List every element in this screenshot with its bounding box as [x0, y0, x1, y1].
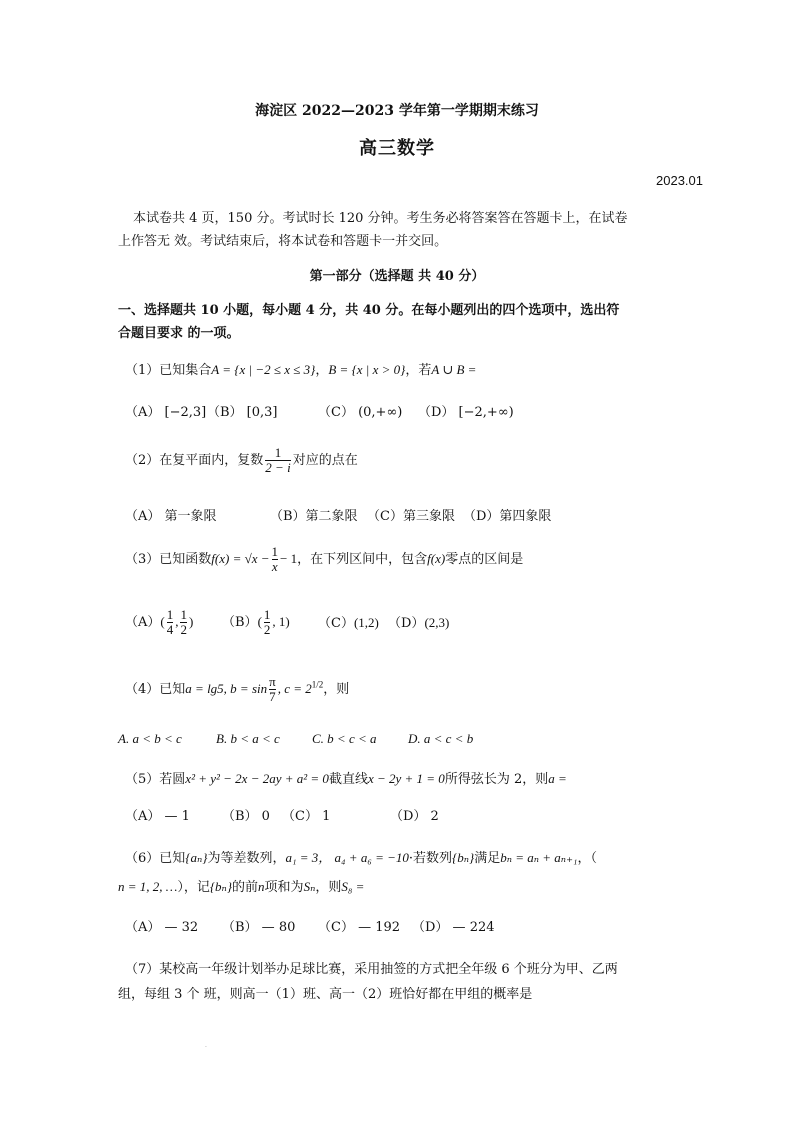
partial-sum: Sₙ: [303, 879, 316, 894]
question-number: （5）: [125, 772, 160, 787]
q3-option-a: [125, 608, 193, 637]
question-text: ，若: [405, 363, 432, 378]
question-text: ），记: [177, 880, 210, 895]
paren: (: [257, 614, 262, 629]
q4-option-c: C. b < c < a: [312, 731, 377, 746]
question-6-line-2: [118, 878, 364, 897]
sequence-b: {bₙ}: [452, 850, 475, 865]
q1-option-a: （A） [−2,3]: [125, 405, 207, 420]
question-7-line-1: （7）某校高一年级计划举办足球比赛，采用抽签的方式把全年级 6 个班分为甲、乙两: [125, 962, 618, 977]
fraction: [269, 675, 276, 704]
q6-option-c: （C） — 192: [318, 920, 401, 935]
question-text: ，（: [577, 851, 597, 866]
relation: bₙ = aₙ + aₙ₊₁: [500, 850, 578, 865]
q1-option-b: （B） [0,3]: [207, 405, 278, 420]
option-label: （B）: [222, 615, 258, 630]
instructions-line-2: 上作答无 效。考试结束后，将本试卷和答题卡一并交回。: [118, 234, 448, 249]
question-text: 已知: [159, 851, 186, 866]
option-label: （A）: [125, 615, 161, 630]
union-expression: A ∪ B =: [431, 362, 477, 377]
denominator: 7: [269, 689, 276, 704]
fraction: [264, 608, 271, 637]
fraction: [265, 446, 290, 475]
q5-option-a: （A） — 1: [125, 809, 190, 824]
denominator: x: [271, 559, 278, 574]
function-tail: − 1: [280, 551, 298, 566]
question-number: （6）: [125, 851, 160, 866]
section-intro-line-2: 合题目要求 的一项。: [118, 326, 240, 341]
condition: a₁ = 3， a₄ + a₆ = −10: [285, 850, 409, 865]
numerator: 1: [166, 607, 174, 622]
denominator: 2 − i: [265, 460, 291, 475]
expression: , c = 2: [277, 681, 312, 696]
option-label: （D）: [388, 616, 425, 631]
question-4: [125, 675, 349, 704]
question-1: [125, 361, 476, 380]
exponent: 1/2: [311, 679, 324, 690]
question-7-line-2: 组，每组 3 个 班，则高一（1）班、高一（2）班恰好都在甲组的概率是: [118, 987, 533, 1002]
question-text: 已知集合: [159, 363, 212, 378]
q3-option-c: [318, 614, 379, 633]
question-text: 若圆: [159, 772, 186, 787]
expression: a = lg5, b = sin: [185, 681, 268, 696]
comma: ,: [175, 614, 179, 629]
question-number: （1）: [125, 363, 160, 378]
function-name: f(x): [427, 551, 446, 566]
section-intro-line-1: 一、选择题共 10 小题，每小题 4 分，共 40 分。在每小题列出的四个选项中，选出符: [118, 303, 620, 318]
question-text: 已知: [159, 682, 186, 697]
q2-option-b: （B）第二象限: [270, 509, 358, 524]
q4-option-b: B. b < a < c: [216, 731, 280, 746]
q5-option-d: （D） 2: [390, 809, 439, 824]
denominator: 2: [263, 622, 271, 637]
question-number: （2）: [125, 453, 160, 468]
s8-expression: S₈ =: [341, 879, 365, 894]
question-5: [125, 770, 567, 789]
numerator: π: [269, 674, 276, 689]
interval: (1,2): [353, 615, 379, 630]
q5-option-b: （B） 0: [222, 809, 270, 824]
option-label: （C）: [318, 616, 354, 631]
question-3: [125, 545, 523, 574]
unknown: a =: [548, 771, 567, 786]
q6-option-d: （D） — 224: [412, 920, 495, 935]
question-text: 满足: [474, 851, 501, 866]
denominator: 2: [180, 622, 187, 637]
question-text: 已知函数: [159, 552, 212, 567]
numerator: 1: [274, 445, 282, 460]
question-text: 截直线: [328, 772, 368, 787]
question-text: 在复平面内，复数: [159, 453, 264, 468]
q6-option-b: （B） — 80: [222, 920, 296, 935]
fraction: [272, 545, 279, 574]
line-equation: x − 2y + 1 = 0: [367, 771, 445, 786]
exam-title: 海淀区 2022—2023 学年第一学期期末练习: [255, 103, 539, 119]
denominator: 4: [166, 622, 174, 637]
q1-option-d: （D） [−2,+∞): [418, 405, 514, 420]
question-text: 项和为: [264, 880, 304, 895]
question-text: 所得弦长为 2，则: [444, 772, 549, 787]
q3-option-d: [388, 614, 449, 633]
sequence-b: {bₙ}: [209, 879, 233, 894]
q5-option-c: （C） 1: [282, 809, 331, 824]
fraction: [180, 608, 187, 637]
n-symbol: n: [258, 879, 265, 894]
subject-title: 高三数学: [359, 138, 435, 159]
interval: (2,3): [424, 615, 450, 630]
part1-heading: 第一部分（选择题 共 40 分）: [309, 269, 485, 284]
fraction: [167, 608, 174, 637]
interval-tail: , 1): [272, 614, 290, 629]
circle-equation: x² + y² − 2x − 2ay + a² = 0: [185, 771, 329, 786]
separator: ，: [315, 363, 329, 378]
q2-option-d: （D）第四象限: [463, 509, 552, 524]
set-a: A = {x | −2 ≤ x ≤ 3}: [211, 362, 316, 377]
page-mark: .: [205, 1042, 207, 1049]
question-text: 的前: [232, 880, 259, 895]
index-range: n = 1, 2, …: [118, 879, 178, 894]
paren: ): [188, 614, 194, 629]
function-expression: f(x) = √x −: [211, 551, 270, 566]
q4-option-d: D. a < c < b: [408, 731, 474, 746]
set-b: B = {x | x > 0}: [328, 362, 406, 377]
question-number: （4）: [125, 682, 160, 697]
q2-option-a: （A） 第一象限: [125, 509, 217, 524]
q2-option-c: （C）第三象限: [367, 509, 455, 524]
question-text: 为等差数列，: [207, 851, 286, 866]
numerator: 1: [180, 607, 187, 622]
question-text: ，则: [323, 682, 350, 697]
question-2: [125, 446, 358, 475]
paren: (: [160, 614, 165, 629]
numerator: 1: [271, 544, 279, 559]
question-text: 对应的点在: [292, 453, 358, 468]
sequence-a: {aₙ}: [185, 850, 208, 865]
q6-option-a: （A） — 32: [125, 920, 199, 935]
q1-option-c: （C） (0,+∞): [318, 405, 403, 420]
exam-date: 2023.01: [656, 173, 703, 188]
q3-option-b: [222, 608, 290, 637]
q4-option-a: A. a < b < c: [118, 731, 182, 746]
question-text: 零点的区间是: [445, 552, 524, 567]
instructions-line-1: 本试卷共 4 页，150 分。考试时长 120 分钟。考生务必将答案答在答题卡上，在试卷: [133, 211, 628, 226]
question-number: （3）: [125, 552, 160, 567]
question-6-line-1: [125, 849, 597, 868]
question-text: ，在下列区间中，包含: [297, 552, 428, 567]
numerator: 1: [263, 607, 271, 622]
question-text: ，则: [315, 880, 342, 895]
question-text: ·若数列: [408, 851, 453, 866]
